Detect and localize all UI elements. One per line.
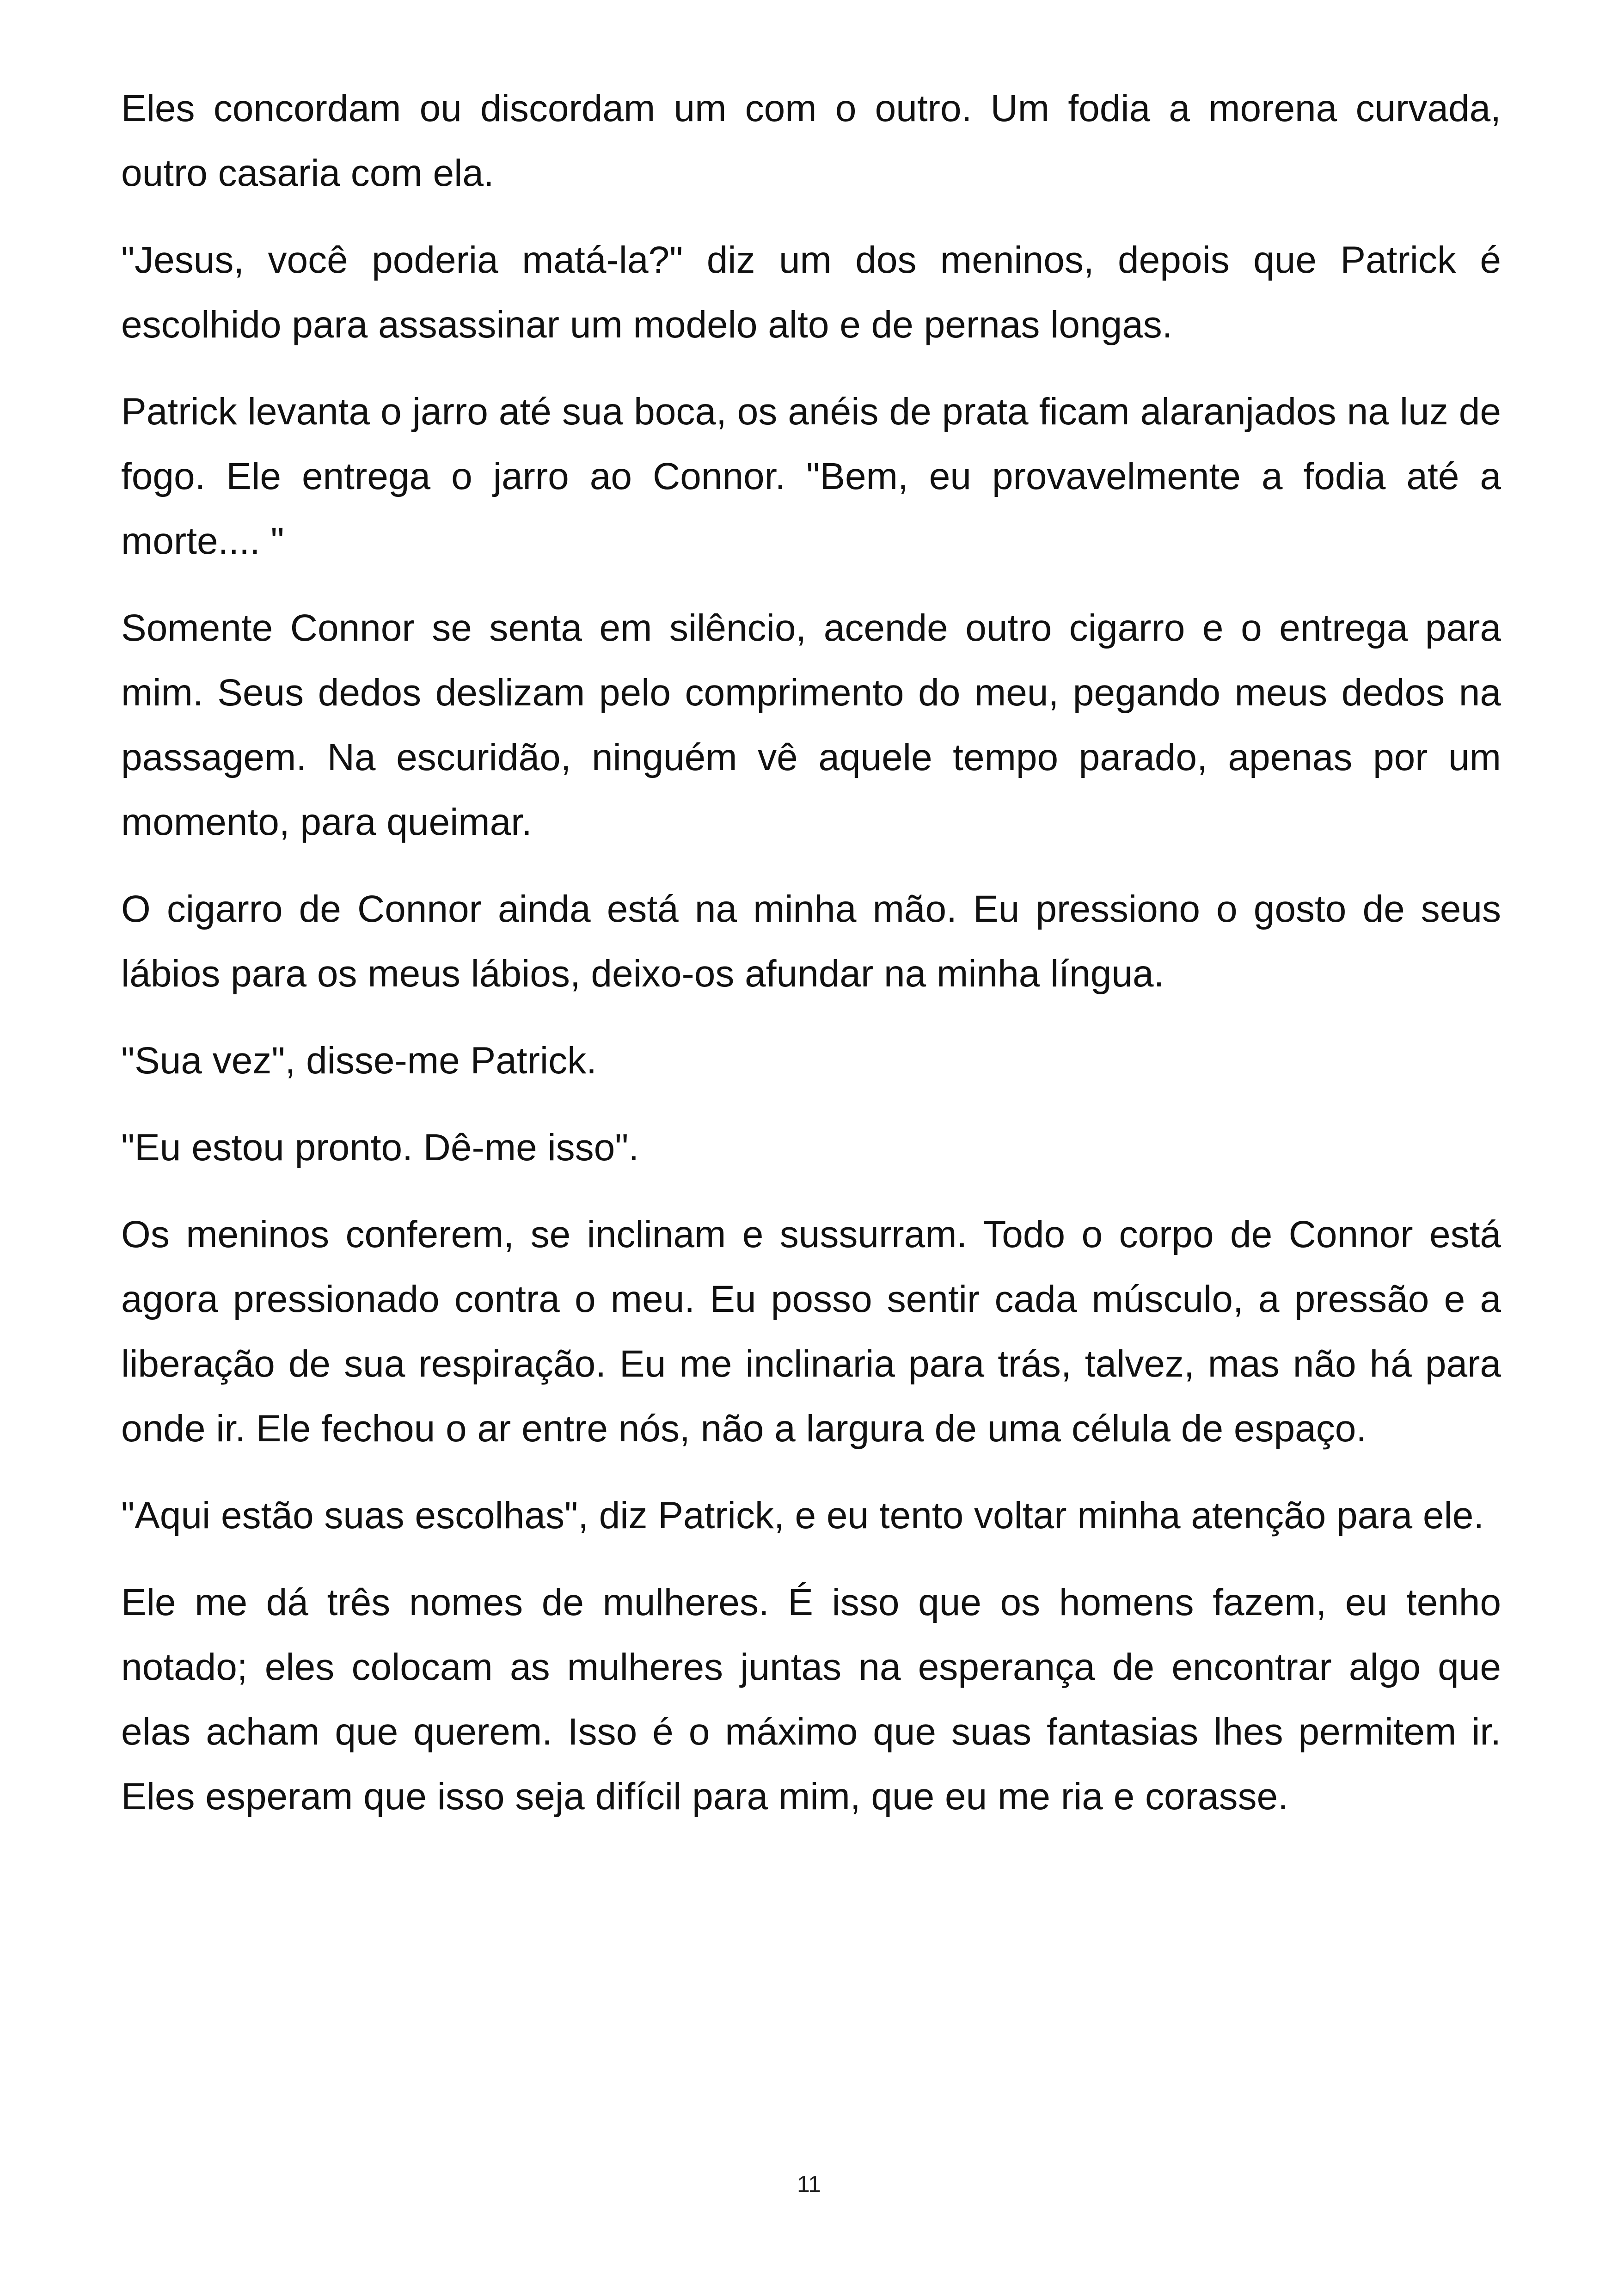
- paragraph: "Sua vez", disse-me Patrick.: [121, 1040, 597, 1082]
- text-body: [121, 76, 1501, 1851]
- paragraph: Eles concordam ou discordam um com o outro. Um fodia a morena curvada, outro casaria com ela.: [121, 87, 1501, 194]
- page-number: 11: [797, 2171, 821, 2197]
- paragraph: O cigarro de Connor ainda está na minha mão. Eu pressiono o gosto de seus lábios para os meus lábios, deixo-os afundar na minha língua.: [121, 888, 1501, 995]
- paragraph: "Eu estou pronto. Dê-me isso".: [121, 1127, 639, 1169]
- paragraph: Patrick levanta o jarro até sua boca, os anéis de prata ficam alaranjados na luz de fogo. Ele entrega o jarro ao Connor. "Bem, eu provavelmente a fodia até a morte.... ": [121, 391, 1501, 562]
- paragraph: "Aqui estão suas escolhas", diz Patrick, e eu tento voltar minha atenção para ele.: [121, 1494, 1484, 1537]
- paragraph: Ele me dá três nomes de mulheres. É isso que os homens fazem, eu tenho notado; eles colocam as mulheres juntas na esperança de encontrar algo que elas acham que querem. Isso é o máximo que suas fantasias lhes permitem ir. Eles esperam que isso seja difícil para mim, que eu me ria e corasse.: [121, 1581, 1501, 1818]
- paragraph: Os meninos conferem, se inclinam e sussurram. Todo o corpo de Connor está agora pressionado contra o meu. Eu posso sentir cada músculo, a pressão e a liberação de sua respiração. Eu me inclinaria para trás, talvez, mas não há para onde ir. Ele fechou o ar entre nós, não a largura de uma célula de espaço.: [121, 1213, 1501, 1450]
- paragraph: "Jesus, você poderia matá-la?" diz um dos meninos, depois que Patrick é escolhido para assassinar um modelo alto e de pernas longas.: [121, 239, 1501, 346]
- paragraph: Somente Connor se senta em silêncio, acende outro cigarro e o entrega para mim. Seus dedos deslizam pelo comprimento do meu, pegando meus dedos na passagem. Na escuridão, ninguém vê aquele tempo parado, apenas por um momento, para queimar.: [121, 607, 1501, 843]
